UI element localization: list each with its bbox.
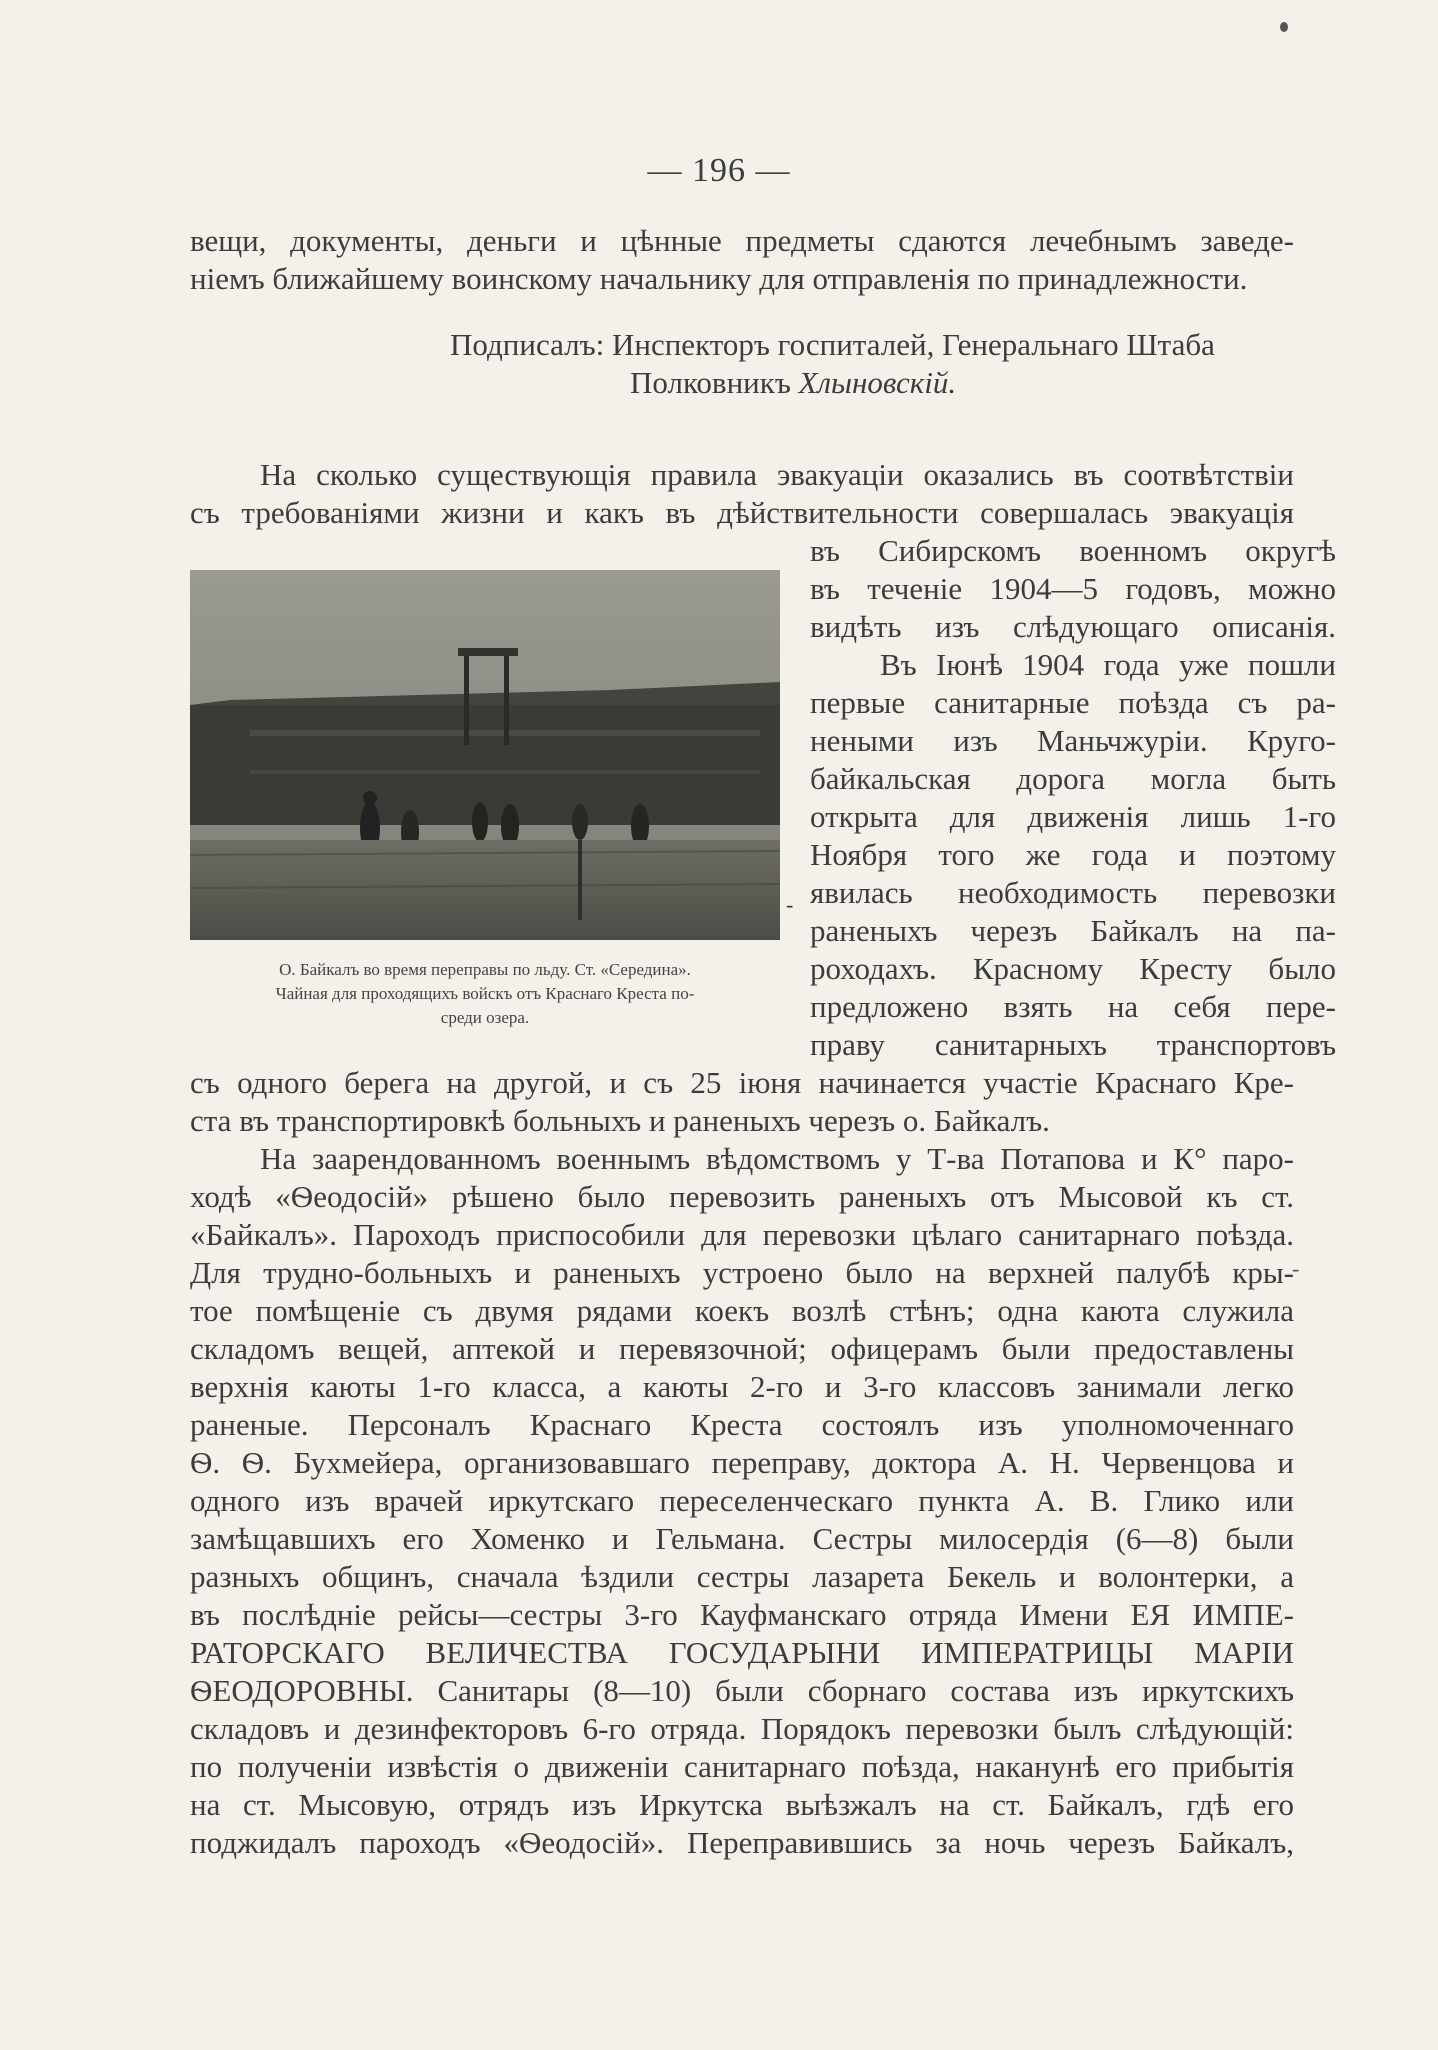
margin-mark: - <box>1292 1256 1300 1281</box>
text-line: открыта для движенія лишь 1-го <box>810 799 1336 834</box>
text-line: Для трудно-больныхъ и раненыхъ устроено было на верхней палубѣ кры- <box>190 1255 1294 1290</box>
text-line: въ Сибирскомъ военномъ округѣ <box>810 533 1336 568</box>
signature-title: Полковникъ <box>630 365 791 400</box>
page-number: — 196 — <box>647 152 791 189</box>
text-line: Въ Іюнѣ 1904 года уже пошли <box>880 647 1336 682</box>
signature-line <box>630 364 956 402</box>
text-line: тое помѣщеніе съ двумя рядами коекъ возлѣ стѣнъ; одна каюта служила <box>190 1293 1294 1328</box>
text-line: предложено взять на себя пере- <box>810 989 1336 1024</box>
text-line: съ одного берега на другой, и съ 25 іюня начинается участіе Краснаго Кре- <box>190 1065 1294 1100</box>
caption-line: Чайная для проходящихъ войскъ отъ Краснаго Креста по- <box>275 984 695 1003</box>
text-line: байкальская дорога могла быть <box>810 761 1336 796</box>
text-line: замѣщавшихъ его Хоменко и Гельмана. Сестры милосердія (6—8) были <box>190 1521 1294 1556</box>
text-line: «Байкалъ». Пароходъ приспособили для перевозки цѣлаго санитарнаго поѣзда. <box>190 1217 1294 1252</box>
photo-caption <box>190 958 780 1030</box>
text-line: раненые. Персоналъ Краснаго Креста состоялъ изъ уполномоченнаго <box>190 1407 1294 1442</box>
margin-mark: - <box>786 892 794 917</box>
text-line: одного изъ врачей иркутскаго переселенческаго пункта А. В. Глико или <box>190 1483 1294 1518</box>
text-line: ходѣ «Ѳеодосій» рѣшено было перевозить раненыхъ отъ Мысовой къ ст. <box>190 1179 1294 1214</box>
text-line: раненыхъ черезъ Байкалъ на па- <box>810 913 1336 948</box>
text-line: роходахъ. Красному Кресту было <box>810 951 1336 986</box>
text-line: праву санитарныхъ транспортовъ <box>810 1027 1336 1062</box>
text-line: ѲЕОДОРОВНЫ. Санитары (8—10) были сборнаго состава изъ иркутскихъ <box>190 1673 1294 1708</box>
text-line: по полученіи извѣстія о движеніи санитарнаго поѣзда, наканунѣ его прибытія <box>190 1749 1294 1784</box>
text-line: явилась необходимость перевозки <box>810 875 1336 910</box>
text-line: Ѳ. Ѳ. Бухмейера, организовавшаго переправу, доктора А. Н. Червенцова и <box>190 1445 1294 1480</box>
text-line: видѣть изъ слѣдующаго описанія. <box>810 609 1336 644</box>
text-line: неными изъ Маньчжуріи. Круго- <box>810 723 1336 758</box>
text-line: На заарендованномъ военнымъ вѣдомствомъ у Т-ва Потапова и К° паро- <box>260 1141 1294 1176</box>
text-line: на ст. Мысовую, отрядъ изъ Иркутска выѣзжалъ на ст. Байкалъ, гдѣ его <box>190 1787 1294 1822</box>
margin-dot <box>1280 22 1288 32</box>
text-line: поджидалъ пароходъ «Ѳеодосій». Переправившись за ночь черезъ Байкалъ, <box>190 1825 1294 1860</box>
photo-lake-baikal-tea-house <box>190 570 780 940</box>
text-line: разныхъ общинъ, сначала ѣздили сестры лазарета Бекель и волонтерки, а <box>190 1559 1294 1594</box>
text-line: съ требованіями жизни и какъ въ дѣйствительности совершалась эвакуація <box>190 495 1294 530</box>
text-line: ста въ транспортировкѣ больныхъ и раненыхъ черезъ о. Байкалъ. <box>190 1103 1050 1138</box>
text-line: первые санитарные поѣзда съ ра- <box>810 685 1336 720</box>
text-line: Ноября того же года и поэтому <box>810 837 1336 872</box>
text-line: складомъ вещей, аптекой и перевязочной; офицерамъ были предоставлены <box>190 1331 1294 1366</box>
text-line: верхнія каюты 1-го класса, а каюты 2-го и 3-го классовъ занимали легко <box>190 1369 1294 1404</box>
text-line: складовъ и дезинфекторовъ 6-го отряда. Порядокъ перевозки былъ слѣдующій: <box>190 1711 1294 1746</box>
signature-name: Хлыновскій. <box>798 365 957 400</box>
text-line: въ теченіе 1904—5 годовъ, можно <box>810 571 1336 606</box>
caption-line: О. Байкалъ во время переправы по льду. Ст. «Середина». <box>279 960 691 979</box>
caption-line: среди озера. <box>440 1008 530 1027</box>
text-line: РАТОРСКАГО ВЕЛИЧЕСТВА ГОСУДАРЫНИ ИМПЕРАТРИЦЫ МАРІИ <box>190 1635 1294 1670</box>
signature-line: Подписалъ: Инспекторъ госпиталей, Генеральнаго Штаба <box>450 327 1215 362</box>
text-line: На сколько существующія правила эвакуаціи оказались въ соотвѣтствіи <box>260 457 1294 492</box>
text-line: въ послѣдніе рейсы—сестры 3-го Кауфманскаго отряда Имени ЕЯ ИМПЕ- <box>190 1597 1294 1632</box>
text-line: ніемъ ближайшему воинскому начальнику для отправленія по принадлежности. <box>190 261 1248 296</box>
photo-illustration <box>190 570 780 940</box>
text-line: вещи, документы, деньги и цѣнные предметы сдаются лечебнымъ заведе- <box>190 223 1294 258</box>
